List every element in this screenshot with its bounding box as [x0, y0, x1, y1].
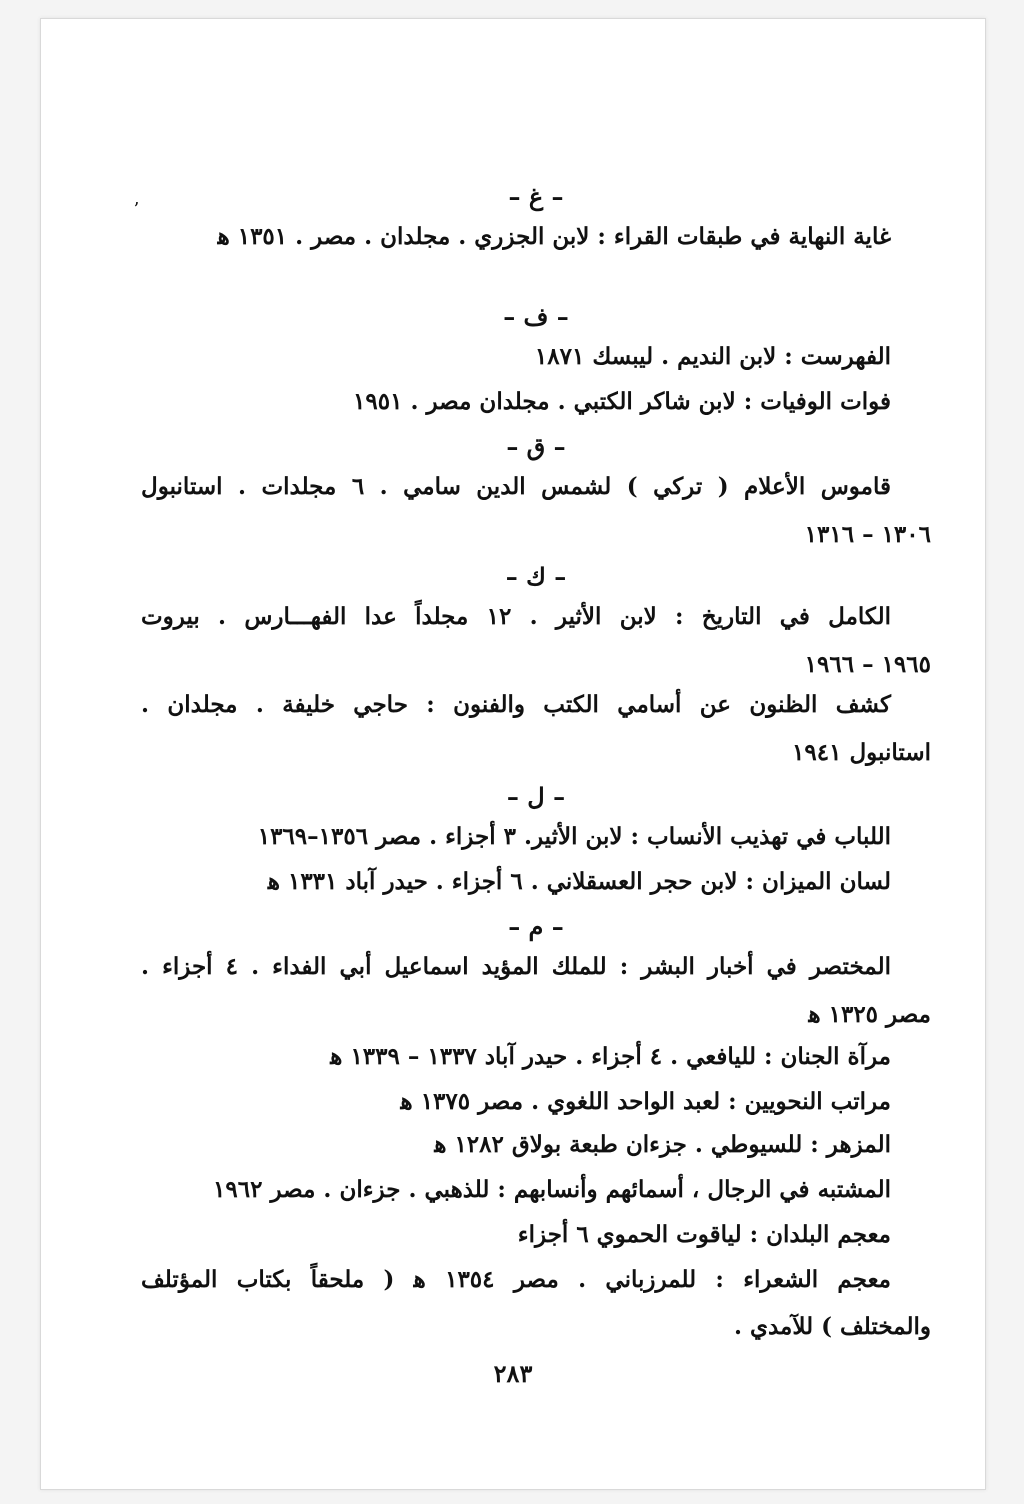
section-letter-heading: – ل –: [506, 782, 566, 811]
bibliography-entry-continuation: والمختلف ) للآمدي .: [733, 1313, 931, 1340]
bibliography-entry-continuation: ١٩٦٥ – ١٩٦٦: [804, 651, 931, 678]
bibliography-entry: معجم الشعراء : للمرزباني . مصر ١٣٥٤ ﻫ ( ملحقاً بكتاب المؤتلف: [141, 1266, 892, 1293]
bibliography-entry: الكامل في التاريخ : لابن الأثير . ١٢ مجلداً عدا الفهـــارس . بيروت: [141, 603, 892, 630]
section-letter-heading: – ق –: [506, 432, 566, 461]
bibliography-entry: غاية النهاية في طبقات القراء : لابن الجزري . مجلدان . مصر . ١٣٥١ ﻫ: [217, 223, 891, 250]
bibliography-entry: مراتب النحويين : لعبد الواحد اللغوي . مصر ١٣٧٥ ﻫ: [400, 1088, 891, 1115]
ink-mark: ʼ: [133, 199, 139, 220]
bibliography-entry: مرآة الجنان : لليافعي . ٤ أجزاء . حيدر آباد ١٣٣٧ – ١٣٣٩ ﻫ: [330, 1043, 891, 1070]
bibliography-entry: المزهر : للسيوطي . جزءان طبعة بولاق ١٢٨٢ ﻫ: [434, 1131, 891, 1158]
bibliography-entry-continuation: استانبول ١٩٤١: [792, 739, 931, 766]
section-letter-heading: – م –: [508, 912, 564, 941]
bibliography-entry: المختصر في أخبار البشر : للملك المؤيد اسماعيل أبي الفداء . ٤ أجزاء .: [141, 953, 891, 980]
section-letter-heading: – غ –: [508, 182, 564, 211]
bibliography-entry: الفهرست : لابن النديم . ليبسك ١٨٧١: [534, 343, 891, 370]
bibliography-entry-continuation: مصر ١٣٢٥ ﻫ: [808, 1001, 931, 1028]
bibliography-entry: فوات الوفيات : لابن شاكر الكتبي . مجلدان مصر . ١٩٥١: [353, 388, 891, 415]
section-letter-heading: – ك –: [505, 562, 567, 591]
bibliography-entry: قاموس الأعلام ( تركي ) لشمس الدين سامي . ٦ مجلدات . استانبول: [141, 473, 891, 500]
bibliography-entry: المشتبه في الرجال ، أسمائهم وأنسابهم : للذهبي . جزءان . مصر ١٩٦٢: [213, 1176, 891, 1203]
section-letter-heading: – ف –: [503, 302, 569, 331]
document-page: [40, 18, 986, 1490]
bibliography-entry: اللباب في تهذيب الأنساب : لابن الأثير. ٣ أجزاء . مصر ١٣٥٦–١٣٦٩: [257, 823, 891, 850]
page-number: ٢٨٣: [493, 1359, 533, 1388]
bibliography-entry: لسان الميزان : لابن حجر العسقلاني . ٦ أجزاء . حيدر آباد ١٣٣١ ﻫ: [267, 868, 891, 895]
bibliography-entry-continuation: ١٣٠٦ – ١٣١٦: [804, 521, 931, 548]
bibliography-entry: معجم البلدان : لياقوت الحموي ٦ أجزاء: [517, 1221, 891, 1248]
bibliography-entry: كشف الظنون عن أسامي الكتب والفنون : حاجي خليفة . مجلدان .: [141, 691, 891, 718]
